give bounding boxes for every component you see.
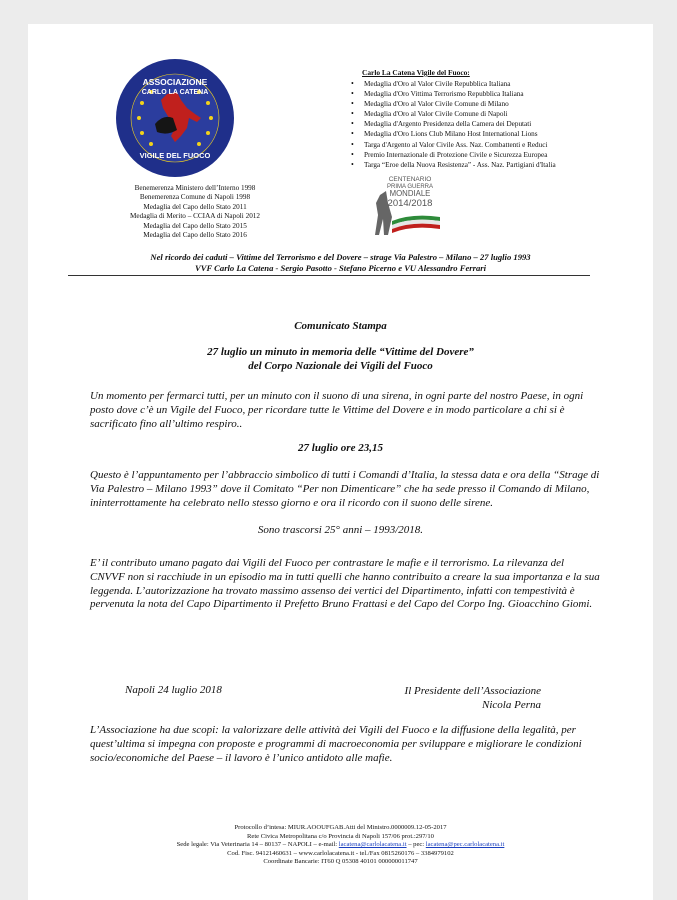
honor-item: • Medaglia d'Argento Presidenza della Camera dei Deputati (348, 119, 556, 129)
benemerenza-item: Benemerenza Comune di Napoli 1998 (139, 193, 251, 202)
anniversary-line: Sono trascorsi 25° anni – 1993/2018. (257, 524, 424, 536)
place-date: Napoli 24 luglio 2018 (125, 684, 222, 696)
headline-line: 27 luglio un minuto in memoria delle “Vittime del Dovere” (207, 346, 474, 358)
benemerenze-list (90, 184, 300, 240)
logo-text-top: ASSOCIAZIONE (142, 77, 208, 87)
headline-line: del Corpo Nazionale dei Vigili del Fuoco (248, 359, 433, 372)
benemerenza-item: Medaglia del Capo dello Stato 2015 (143, 221, 247, 230)
footer (28, 824, 653, 867)
logo-text-name: CARLO LA CATENA (141, 89, 209, 96)
honor-item: • Targa d'Argento al Valor Civile Ass. Naz. Combattenti e Reduci (348, 140, 556, 150)
benemerenza-item: Medaglia del Capo dello Stato 2011 (143, 202, 247, 211)
footer-codfisc: Cod. Fisc. 94121460631 – www.carlolacatena.it - tel./Fax 0815260176 – 3384979102 (227, 849, 454, 857)
letter-page (28, 24, 653, 900)
footer-protocollo: Protocollo d’intesa: MIUR.AOOUFGAB.Atti del Ministro.0000009.12-05-2017 (234, 824, 447, 831)
benemerenza-item: Medaglia del Capo dello Stato 2016 (143, 231, 247, 240)
signature-name: Nicola Perna (482, 699, 541, 711)
honor-item: • Medaglia d'Oro al Valor Civile Comune di Napoli (348, 109, 556, 119)
honor-item: • Targa “Eroe della Nuova Resistenza” - Ass. Naz. Partigiani d'Italia (348, 160, 556, 170)
body-paragraph-4: L’Associazione ha due scopi: la valorizzare delle attività dei Vigili del Fuoco e la diffusione della legalità, per quest’ultima si impegna con proposte e programmi di macroeconomia per sviluppare e migliorare le condizioni socio/economiche del Paese – il lavoro è l’unico antidoto alle mafie. (90, 724, 582, 764)
memorial-line: VVF Carlo La Catena - Sergio Pasotto - Stefano Picerno e VU Alessandro Ferrari (194, 263, 487, 273)
benemerenza-item: Medaglia di Merito – CCIAA di Napoli 2012 (130, 212, 260, 221)
benemerenza-item: Benemerenza Ministero dell’Interno 1998 (134, 184, 256, 192)
footer-pec-label: – pec: (406, 841, 426, 849)
honor-item: • Medaglia d'Oro al Valor Civile Repubblica Italiana (348, 79, 556, 89)
footer-pec-link[interactable]: lacatena@pec.carlolacatena.it (425, 841, 505, 849)
footer-sede (28, 841, 653, 850)
body-paragraph-1: Un momento per fermarci tutti, per un minuto con il suono di una sirena, in ogni parte del nostro Paese, in ogni posto dove c’è un Vigile del Fuoco, per ricordare tutte le Vittime del Dovere e in modo particolare a chi si è sacrificato fino all’ultimo respiro.. (90, 390, 584, 430)
signature-block (381, 684, 541, 712)
centenario-line2: PRIMA GUERRA (386, 184, 434, 190)
honors-list (348, 79, 556, 170)
event-date-heading: 27 luglio ore 23,15 (298, 442, 383, 454)
body-paragraph-3: E’ il contributo umano pagato dai Vigili del Fuoco per contrastare le mafie e il terrorismo. La rilevanza del CNVVF non si racchiude in un episodio ma in tutti quelli che hanno contribuito a creare la sua importanza e la sua leggenda. L’autorizzazione ha trovato massimo assenso dei vertici del Dipartimento, infatti con tempestività è pervenuta la nota del Capo Dipartimento il Prefetto Bruno Frattasi e del Capo del Corpo Ing. Gioacchino Giomi. (90, 557, 600, 611)
memorial-dedication (68, 252, 613, 274)
body-paragraph-2: Questo è l’appuntamento per l’abbraccio simbolico di tutti i Comandi d’Italia, la stessa data e ora della “Strage di Via Palestro – Milano 1993” dove il Comitato “Per non Dimenticare” che ha sede presso il Comando di Milano, ininterrottamente ha celebrato nello stesso giorno e ora il ricordo con il suono delle sirene. (90, 469, 600, 509)
footer-sede-text: Sede legale: Via Veterinaria 14 – 80137 – NAPOLI – e-mail: (176, 841, 339, 849)
honor-item: • Medaglia d'Oro Vittima Terrorismo Repubblica Italiana (348, 89, 556, 99)
centenario-line1: CENTENARIO (388, 176, 432, 183)
honor-item: • Medaglia d'Oro al Valor Civile Comune di Milano (348, 99, 556, 109)
association-logo (115, 58, 235, 178)
footer-rete: Rete Civica Metropolitana c/o Provincia di Napoli 157/06 prot.:297/10 (247, 832, 434, 840)
document-type-title: Comunicato Stampa (294, 320, 387, 332)
centenario-line4: 2014/2018 (387, 198, 433, 209)
press-headline (28, 346, 653, 373)
memorial-line: Nel ricordo dei caduti – Vittime del Terrorismo e del Dovere – strage Via Palestro – Milano – 27 luglio 1993 (150, 252, 531, 262)
header-divider (68, 275, 590, 276)
signature-role: Il Presidente dell’Associazione (404, 685, 541, 697)
footer-bancarie: Coordinate Bancarie: IT60 Q 05308 40101 000000011747 (263, 858, 418, 866)
honors-title: Carlo La Catena Vigile del Fuoco: (362, 68, 470, 77)
logo-text-bottom: VIGILE DEL FUOCO (139, 151, 211, 160)
honor-item: • Premio Internazionale di Protezione Civile e Sicurezza Europea (348, 150, 556, 160)
centenario-line3: MONDIALE (389, 189, 431, 198)
centenario-logo (366, 173, 442, 243)
footer-email-link[interactable]: lacatena@carlolacatena.it (338, 841, 407, 849)
honor-item: • Medaglia d'Oro Lions Club Milano Host International Lions (348, 129, 556, 139)
